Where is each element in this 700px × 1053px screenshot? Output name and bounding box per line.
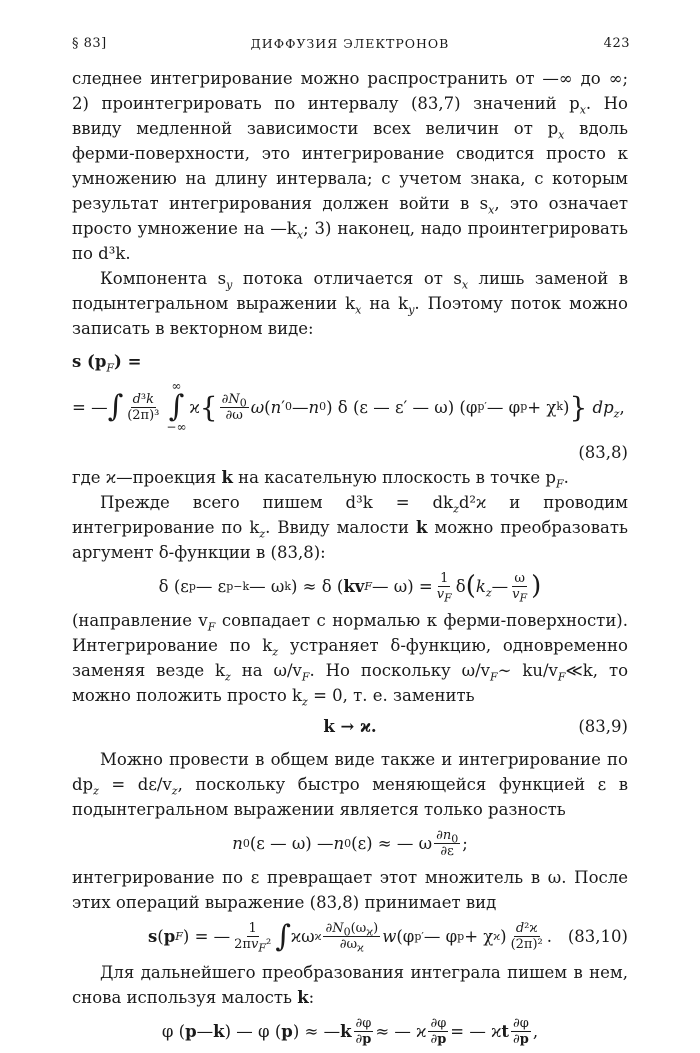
paragraph-7: интегрирование по ε превращает этот множитель в ω. После этих операций выражение (83,8) принимает вид xyxy=(72,868,628,912)
equation-83-8-number: (83,8) xyxy=(578,443,628,462)
equation-83-8-lhs: s $(p_F)$ = xyxy=(72,352,142,375)
paragraph-5: (направление $v_F$ совпадает с нормалью к ферми-поверхности). Интегрирование по $k_z$ устраняет δ-функцию, одновременно заменяя везде $k_z$ на $\omega/v_F$. Но поскольку $\omega/v_F\sim$ $ku/v_F≪k$, то можно положить просто $k_z = 0$, т. е. заменить xyxy=(72,611,629,709)
equation-83-10-number: (83,10) xyxy=(567,927,628,946)
equation-occupation-difference: n 0 (ε — ω) — n 0 (ε) ≈ — ω $\frac{\partial n_0}{\partial\varepsilon}$ ; xyxy=(232,828,468,859)
page-body xyxy=(72,66,628,1053)
page-number: 423 xyxy=(603,36,630,51)
paragraph-4: Прежде всего пишем $d^3k = dk_zd^2ϰ$ и проводим интегрирование по $k_z$. Ввиду малости k можно преобразовать аргумент δ-функции в (83,8): xyxy=(72,493,628,562)
equation-83-9-number: (83,9) xyxy=(578,717,628,736)
equation-delta-transform: δ (ε p — ε p−k — ω k ) ≈ δ ( kv F — ω) = $\frac{1}{v_F}$ δ ( $k_z$ — $\frac{\omega}{v_F}$ ) xyxy=(158,571,542,605)
equation-phi-expansion: φ ( p — k ) — φ ( p ) ≈ — k $\frac{\partial\varphi}{\partial p}$ ≈ — ϰ $\frac{\partial\varphi}{\partial p}$ = — ϰ t $\frac{\partial\varphi}{\partial p}$ , xyxy=(161,1016,539,1047)
paragraph-2: Компонента $s_y$ потока отличается от $s_x$ лишь заменой в подынтегральном выражении $k_x$ на $k_y$. Поэтому поток можно записать в векторном виде: xyxy=(72,269,628,338)
equation-83-9: k → ϰ. (83,9) xyxy=(72,714,628,739)
paragraph-8: Для дальнейшего преобразования интеграла пишем в нем, снова используя малость k: xyxy=(72,963,628,1007)
equation-83-8: = — ∫ $\frac{\text{d³k}}{\text{(2π)³}}$ ∞ ∫ −∞ ϰ { $\frac{\partial N_0}{\partial\omega}$ ω ( n ′ 0 — n 0 ) δ (ε — ε′ — ω) (φ p′ — φ p + χ k ) } $dp_z$ , xyxy=(72,379,625,434)
paragraph-3: где ϰ—проекция k на касательную плоскость в точке $p_F$. xyxy=(72,468,569,491)
section-marker: § 83] xyxy=(72,36,107,51)
equation-83-10: s ( p F ) = — $\frac{1}{2\pi v_F^2}$ ∫ ϰω ϰ $\frac{\partial N_0(\omega_ϰ)}{\partial\omega_ϰ}$ w (φ p′ — φ p + χ ϰ ) $\frac{\text{d²ϰ}}{\text{(2π)²}}$ . (83,10) xyxy=(147,918,628,955)
paragraph-6: Можно провести в общем виде также и интегрирование по $dp_z = d\varepsilon/v_z$, поскольку быстро меняющейся функцией ε в подынтегральном выражении является только разность xyxy=(72,750,629,819)
running-title: ДИФФУЗИЯ ЭЛЕКТРОНОВ xyxy=(250,36,450,51)
paragraph-1: следнее интегрирование можно распространить от —∞ до ∞; 2) проинтегрировать по интервалу (83,7) значений $p_x$. Но ввиду медленной зависимости всех величин от $p_x$ вдоль ферми-поверхности, это интегрирование сводится просто к умножению на длину интервала; с учетом знака, с которым результат интегрирования должен войти в $s_x$, это означает просто умножение на $—k_x$; 3) наконец, надо проинтегрировать по d³k. xyxy=(72,69,629,263)
